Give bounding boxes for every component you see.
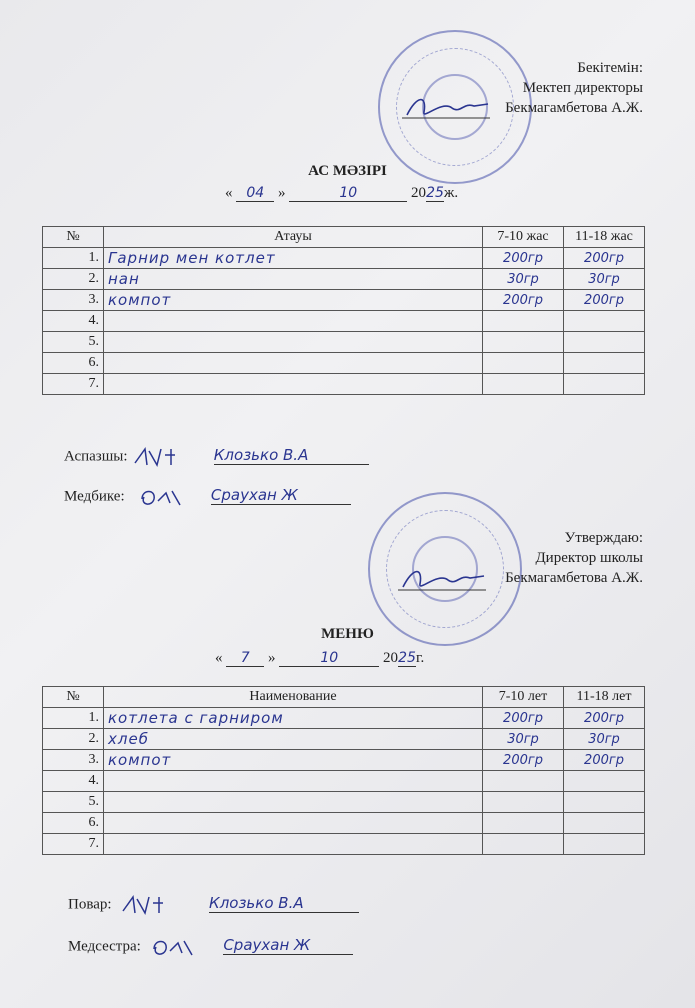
row-num: 7. xyxy=(43,834,104,855)
table-row xyxy=(43,708,645,729)
cook-label: Повар: xyxy=(68,896,112,913)
row-num: 6. xyxy=(43,813,104,834)
quote-open: « xyxy=(225,185,233,201)
row-name xyxy=(104,332,483,353)
nurse-signature xyxy=(136,485,196,509)
table-row xyxy=(43,771,645,792)
row-v1: 30гр xyxy=(483,269,564,290)
row-v1: 200гр xyxy=(483,750,564,771)
date-day: 04 xyxy=(236,185,274,202)
cook-signature xyxy=(119,893,179,917)
row-v1: 30гр xyxy=(483,729,564,750)
table-row xyxy=(43,332,645,353)
row-num: 3. xyxy=(43,290,104,311)
row-num: 6. xyxy=(43,353,104,374)
row-v1: 200гр xyxy=(483,248,564,269)
row-v1 xyxy=(483,813,564,834)
row-v2 xyxy=(564,374,645,395)
director-position: Мектеп директоры xyxy=(522,80,643,96)
nurse-line-ru xyxy=(68,935,353,959)
director-position: Директор школы xyxy=(535,550,643,566)
row-v2 xyxy=(564,792,645,813)
row-v2 xyxy=(564,834,645,855)
director-name: Бекмагамбетова А.Ж. xyxy=(505,100,643,116)
date-month: 10 xyxy=(289,185,407,202)
approval-block-ru xyxy=(505,528,643,588)
nurse-label: Медбике: xyxy=(64,488,125,505)
cook-label: Аспазшы: xyxy=(64,448,128,465)
quote-close: » xyxy=(268,650,276,666)
date-line-kz xyxy=(225,185,458,202)
date-suffix: г. xyxy=(416,650,425,666)
row-num: 2. xyxy=(43,729,104,750)
row-v2: 200гр xyxy=(564,290,645,311)
cook-name: Клозько В.А xyxy=(214,446,369,465)
row-name xyxy=(104,353,483,374)
row-v2 xyxy=(564,311,645,332)
table-row xyxy=(43,269,645,290)
row-name: компот xyxy=(104,290,483,311)
quote-close: » xyxy=(278,185,286,201)
row-v2: 200гр xyxy=(564,708,645,729)
row-v1 xyxy=(483,311,564,332)
director-signature xyxy=(402,90,492,124)
row-num: 2. xyxy=(43,269,104,290)
row-name xyxy=(104,311,483,332)
row-v2 xyxy=(564,813,645,834)
table-row xyxy=(43,813,645,834)
director-signature xyxy=(398,562,488,596)
row-v2 xyxy=(564,771,645,792)
row-name xyxy=(104,771,483,792)
row-v1 xyxy=(483,792,564,813)
date-line-ru xyxy=(215,650,424,667)
row-v1 xyxy=(483,374,564,395)
year-prefix: 20 xyxy=(411,185,426,201)
cook-line-ru xyxy=(68,893,359,917)
quote-open: « xyxy=(215,650,223,666)
menu-title-kz: АС МӘЗІРІ xyxy=(308,163,387,179)
approve-label: Бекітемін: xyxy=(577,60,643,76)
date-day: 7 xyxy=(226,650,264,667)
row-name: Гарнир мен котлет xyxy=(104,248,483,269)
approval-block-kz xyxy=(505,58,643,118)
row-name: компот xyxy=(104,750,483,771)
row-v1: 200гр xyxy=(483,708,564,729)
row-num: 4. xyxy=(43,771,104,792)
table-row xyxy=(43,311,645,332)
director-name: Бекмагамбетова А.Ж. xyxy=(505,570,643,586)
table-row xyxy=(43,290,645,311)
row-name: котлета с гарниром xyxy=(104,708,483,729)
row-v2: 30гр xyxy=(564,269,645,290)
row-v1 xyxy=(483,332,564,353)
menu-title-ru: МЕНЮ xyxy=(321,626,374,642)
row-v1 xyxy=(483,771,564,792)
row-v2: 200гр xyxy=(564,750,645,771)
table-row xyxy=(43,792,645,813)
nurse-label: Медсестра: xyxy=(68,938,141,955)
menu-table-ru xyxy=(42,686,645,855)
row-name xyxy=(104,374,483,395)
row-name xyxy=(104,792,483,813)
menu-table-kz xyxy=(42,226,645,395)
row-v2 xyxy=(564,332,645,353)
row-v2: 200гр xyxy=(564,248,645,269)
row-v2: 30гр xyxy=(564,729,645,750)
table-row xyxy=(43,248,645,269)
row-v2 xyxy=(564,353,645,374)
col-name: Наименование xyxy=(104,687,483,708)
year-prefix: 20 xyxy=(383,650,398,666)
table-row xyxy=(43,729,645,750)
col-age2: 11-18 жас xyxy=(564,227,645,248)
table-row xyxy=(43,750,645,771)
col-num: № xyxy=(43,687,104,708)
row-name: хлеб xyxy=(104,729,483,750)
row-num: 1. xyxy=(43,708,104,729)
date-year: 25 xyxy=(398,650,416,666)
table-row xyxy=(43,353,645,374)
nurse-name: Сраухан Ж xyxy=(223,936,353,955)
row-num: 5. xyxy=(43,792,104,813)
row-v1 xyxy=(483,353,564,374)
table-header xyxy=(43,227,645,248)
cook-name: Клозько В.А xyxy=(209,894,359,913)
table-header xyxy=(43,687,645,708)
row-v1 xyxy=(483,834,564,855)
col-age2: 11-18 лет xyxy=(564,687,645,708)
col-name: Атауы xyxy=(104,227,483,248)
row-v1: 200гр xyxy=(483,290,564,311)
row-num: 3. xyxy=(43,750,104,771)
approve-label: Утверждаю: xyxy=(564,530,643,546)
row-name xyxy=(104,834,483,855)
row-name: нан xyxy=(104,269,483,290)
cook-line-kz xyxy=(64,445,369,469)
row-num: 5. xyxy=(43,332,104,353)
row-num: 1. xyxy=(43,248,104,269)
nurse-line-kz xyxy=(64,485,351,509)
date-year: 25 xyxy=(426,185,444,201)
table-row xyxy=(43,374,645,395)
row-name xyxy=(104,813,483,834)
nurse-name: Сраухан Ж xyxy=(211,486,351,505)
row-num: 4. xyxy=(43,311,104,332)
cook-signature xyxy=(131,445,191,469)
date-suffix: ж. xyxy=(444,185,459,201)
row-num: 7. xyxy=(43,374,104,395)
col-age1: 7-10 жас xyxy=(483,227,564,248)
col-age1: 7-10 лет xyxy=(483,687,564,708)
col-num: № xyxy=(43,227,104,248)
nurse-signature xyxy=(148,935,208,959)
date-month: 10 xyxy=(279,650,379,667)
table-row xyxy=(43,834,645,855)
